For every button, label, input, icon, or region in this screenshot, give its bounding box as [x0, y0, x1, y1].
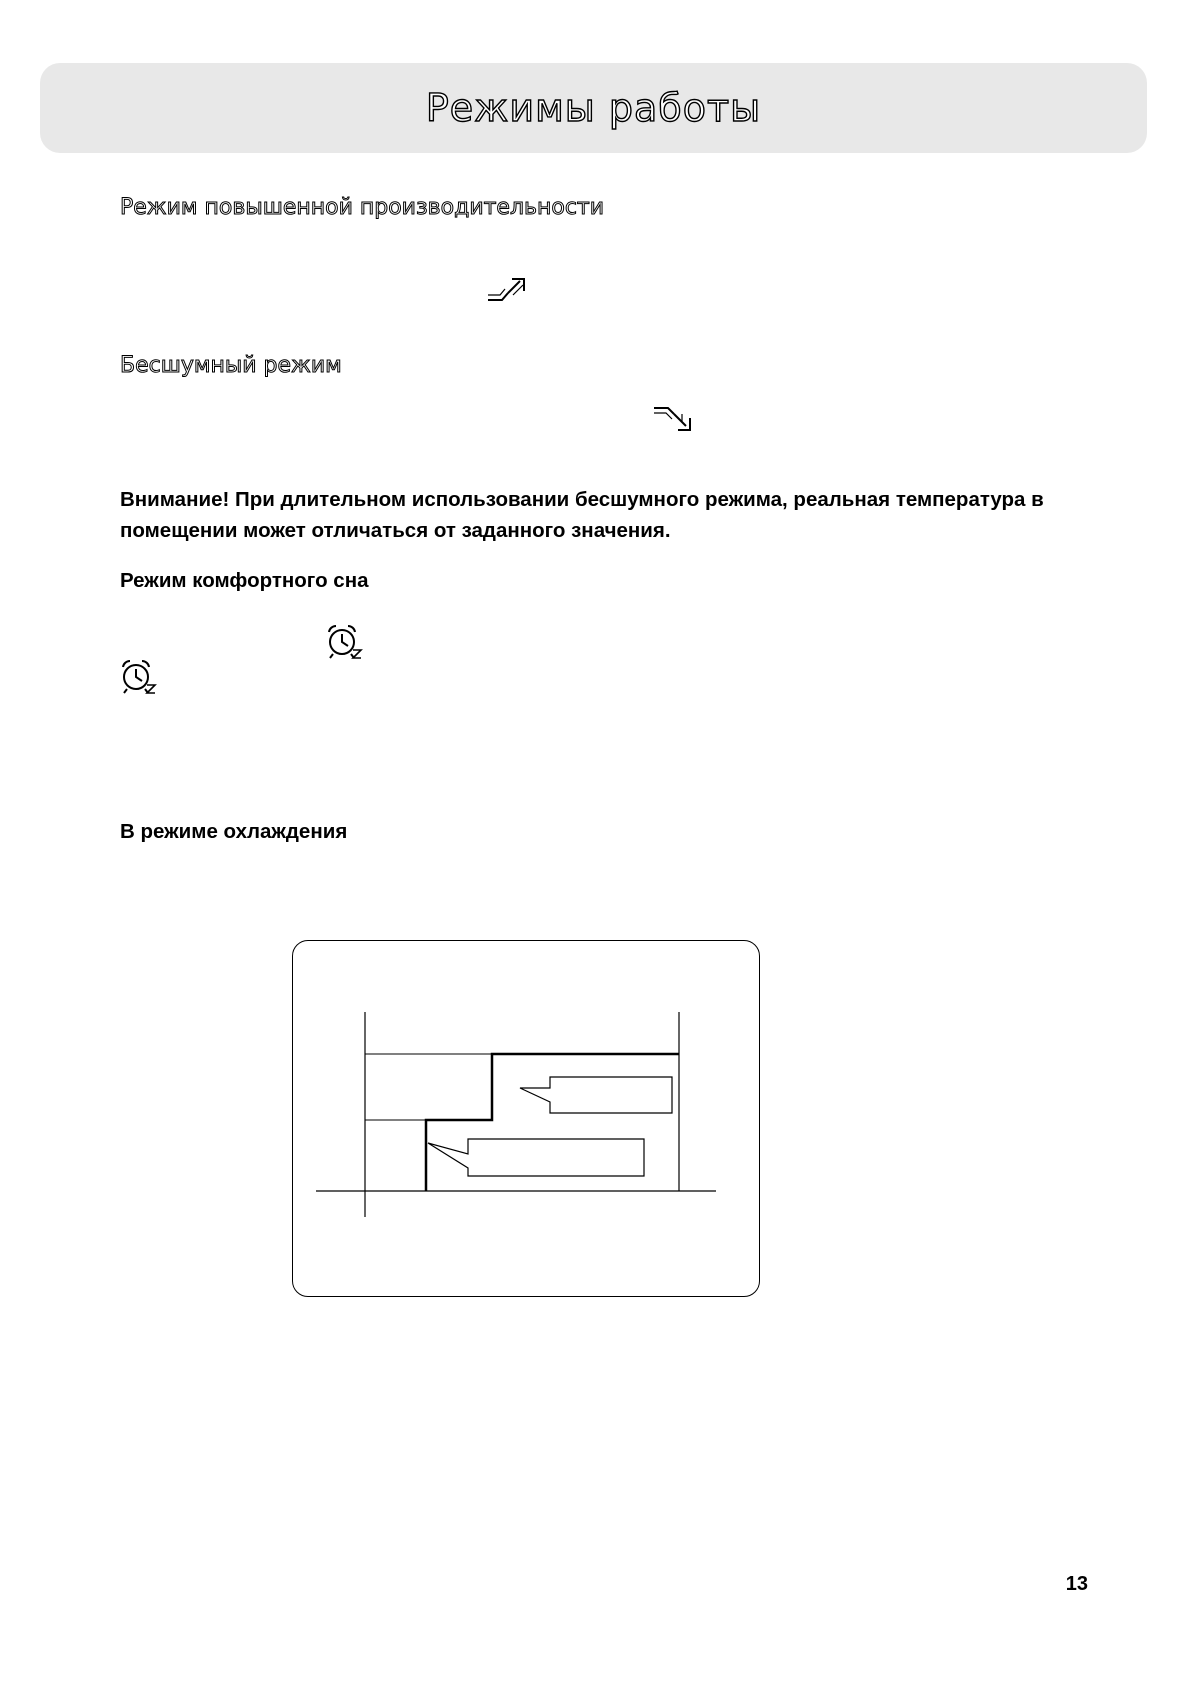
sleep-mode-heading: Режим комфортного сна — [120, 569, 369, 592]
alarm-clock-sleep-icon — [324, 622, 366, 662]
page-title-banner — [40, 63, 1147, 153]
sleep-cooling-diagram — [292, 940, 760, 1297]
silent-mode-warning: Внимание! При длительном использовании бесшумного режима, реальная температура в помещении может отличаться от заданного значения. — [120, 488, 1044, 542]
silent-mode-heading: Бесшумный режим — [120, 353, 342, 378]
alarm-clock-sleep-icon — [118, 657, 160, 697]
boost-mode-heading: Режим повышенной производительности — [120, 195, 605, 220]
diagram-callout — [428, 1139, 644, 1176]
diagram-callout — [520, 1077, 672, 1113]
page-number: 13 — [1065, 1573, 1088, 1595]
boost-arrow-up-right-icon — [486, 273, 532, 305]
page-title: Режимы работы — [425, 86, 762, 130]
cooling-mode-heading: В режиме охлаждения — [120, 820, 348, 843]
silent-arrow-down-right-icon — [652, 404, 698, 436]
